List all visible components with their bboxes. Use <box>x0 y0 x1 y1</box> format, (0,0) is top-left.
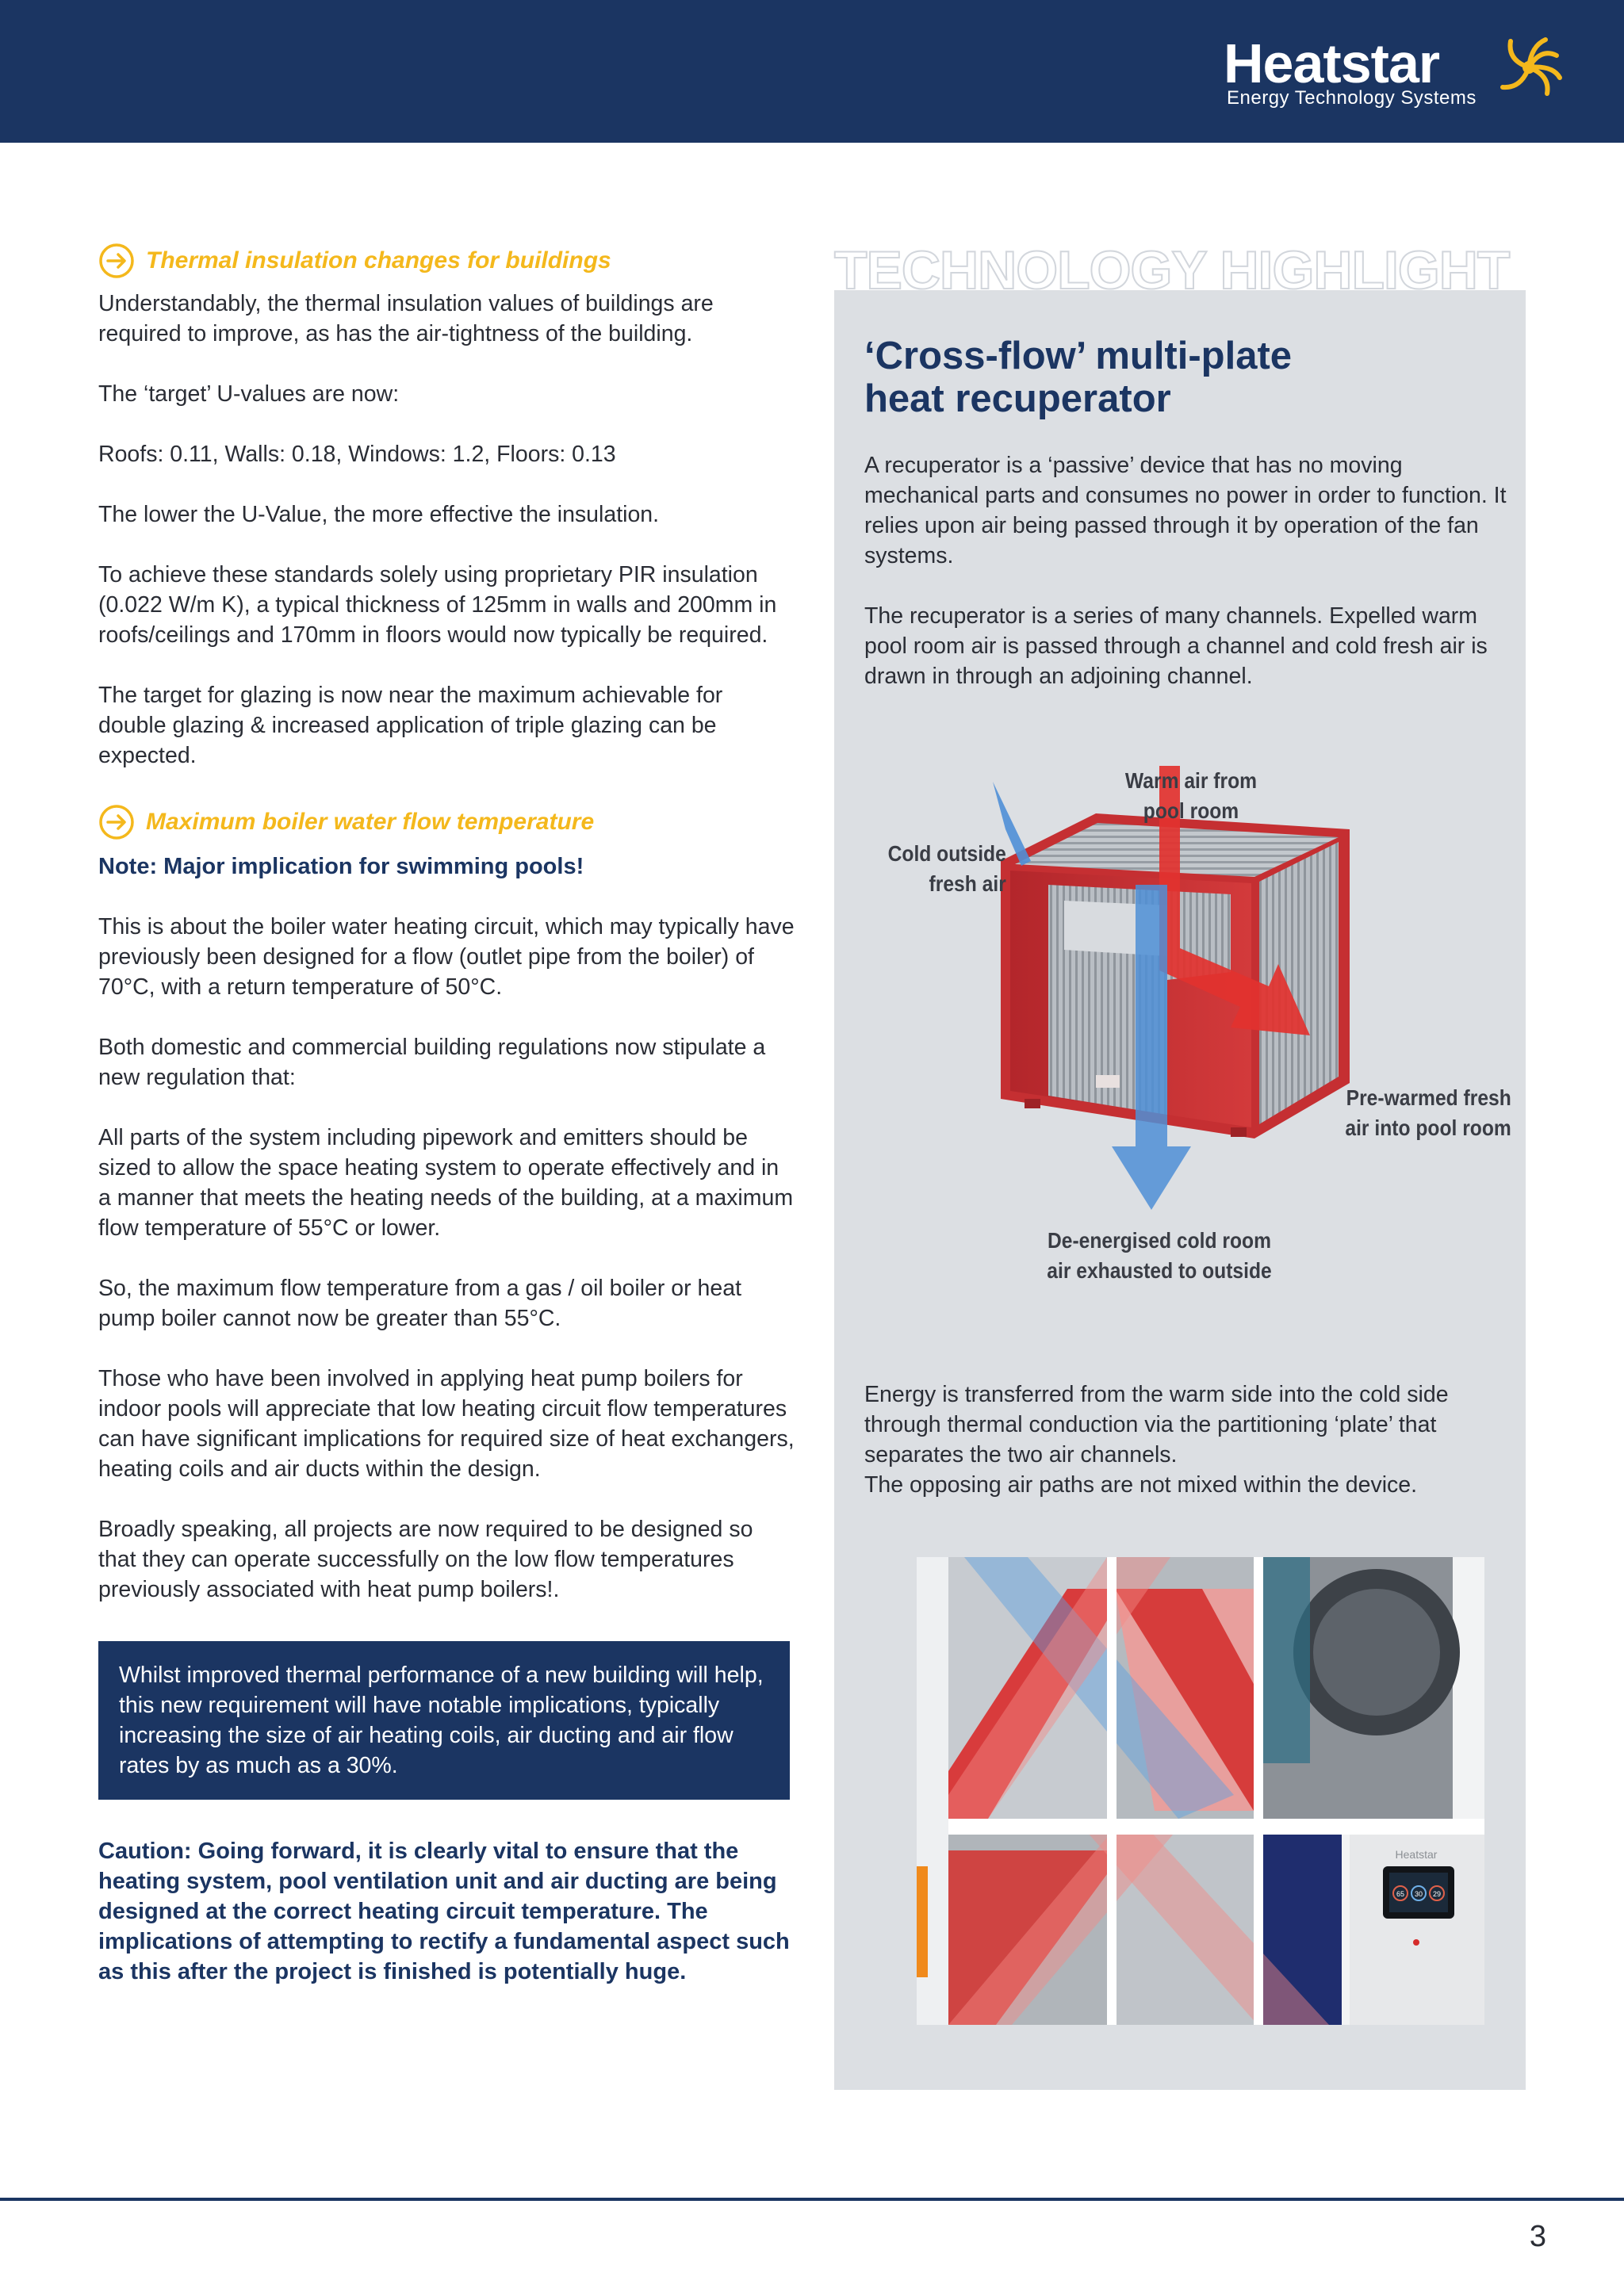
label-warm-air: Warm air from pool room <box>1124 768 1258 823</box>
paragraph: This is about the boiler water heating circuit, which may typically have previously been designed for a flow (outlet pipe from the boiler) of 70°C, with a return temperature of 50°C. <box>98 914 795 1000</box>
label-deenergised-air: De-energised cold room air exhausted to outside <box>1047 1228 1272 1283</box>
paragraph: To achieve these standards solely using proprietary PIR insulation (0.022 W/m K), a typical thickness of 125mm in walls and 200mm in roofs/ceilings and 170mm in floors would now typically be required. <box>98 562 777 648</box>
ventilation-unit-photo <box>917 1557 1484 2025</box>
paragraph: The lower the U-Value, the more effective the insulation. <box>98 502 660 527</box>
label-cold-air: Cold outside fresh air <box>887 841 1006 896</box>
paragraph: Those who have been involved in applying heat pump boilers for indoor pools will appreciate that low heating circuit flow temperatures can have significant implications for required size of heat exchangers, heating coils and air ducts within the design. <box>98 1366 795 1482</box>
footer-divider <box>0 2198 1624 2201</box>
swirl-sun-icon <box>1493 32 1565 103</box>
paragraph: Roofs: 0.11, Walls: 0.18, Windows: 1.2, Floors: 0.13 <box>98 442 616 467</box>
panel-title: ‘Cross-flow’ multi-plate heat recuperator <box>864 335 1293 420</box>
technology-highlight-overline: TECHNOLOGY HIGHLIGHT <box>834 240 1510 300</box>
paragraph: The target for glazing is now near the maximum achievable for double glazing & increased application of triple glazing can be expected. <box>98 683 723 768</box>
arrow-circle-icon <box>98 243 135 279</box>
paragraph: Broadly speaking, all projects are now required to be designed so that they can operate successfully on the low flow temperatures previously associated with heat pump boilers!. <box>98 1517 753 1602</box>
paragraph: A recuperator is a ‘passive’ device that has no moving mechanical parts and consumes no power in order to function. It relies upon air being passed through it by operation of the fan systems. <box>864 453 1507 568</box>
paragraph: The ‘target’ U-values are now: <box>98 381 400 407</box>
recuperator-diagram <box>834 766 1526 1283</box>
technology-highlight-panel <box>834 290 1526 2090</box>
paragraph: So, the maximum flow temperature from a gas / oil boiler or heat pump boiler cannot now be greater than 55°C. <box>98 1276 742 1331</box>
note-text: Note: Major implication for swimming pools! <box>98 854 584 879</box>
display-value: 65 <box>1396 1890 1405 1898</box>
heatstar-logo <box>1224 32 1565 111</box>
logo-tagline: Energy Technology Systems <box>1227 87 1477 109</box>
arrow-circle-icon <box>98 804 135 840</box>
logo-wordmark: Heatstar <box>1224 33 1440 94</box>
paragraph: Both domestic and commercial building regulations now stipulate a new regulation that: <box>98 1035 766 1090</box>
display-value: 29 <box>1432 1890 1442 1898</box>
label-prewarmed-air: Pre-warmed fresh air into pool room <box>1345 1085 1511 1140</box>
paragraph: Understandably, the thermal insulation values of buildings are required to improve, as has the air-tightness of the building. <box>98 291 714 346</box>
unit-brand-label: Heatstar <box>1395 1848 1438 1861</box>
paragraph: The recuperator is a series of many channels. Expelled warm pool room air is passed through a channel and cold fresh air is drawn in through an adjoining channel. <box>864 603 1488 689</box>
ventilation-unit-illustration <box>917 1557 1484 2025</box>
callout-box: Whilst improved thermal performance of a new building will help, this new requirement will have notable implications, typically increasing the size of air heating coils, air ducting and air flow rates by as much as a 30%. <box>98 1641 790 1800</box>
caution-text: Caution: Going forward, it is clearly vital to ensure that the heating system, pool ventilation unit and air ducting are being designed at the correct heating circuit temperature. The implications of attempting to rectify a fundamental aspect such as this after the project is finished is potentially huge. <box>98 1839 790 1984</box>
page-number: 3 <box>1529 2220 1546 2253</box>
section-heading-insulation: Thermal insulation changes for buildings <box>98 238 796 284</box>
paragraph: Energy is transferred from the warm side into the cold side through thermal conduction via the partitioning ‘plate’ that separates the two air channels. The opposing air paths are not mixed within the device. <box>864 1382 1449 1498</box>
page-header <box>0 0 1624 143</box>
paragraph: All parts of the system including pipework and emitters should be sized to allow the space heating system to operate effectively and in a manner that meets the heating needs of the building, at a maximum flow temperature of 55°C or lower. <box>98 1125 794 1241</box>
section-heading-flow-temperature: Maximum boiler water flow temperature <box>98 799 796 845</box>
display-value: 30 <box>1414 1890 1423 1898</box>
left-column <box>98 238 796 1987</box>
